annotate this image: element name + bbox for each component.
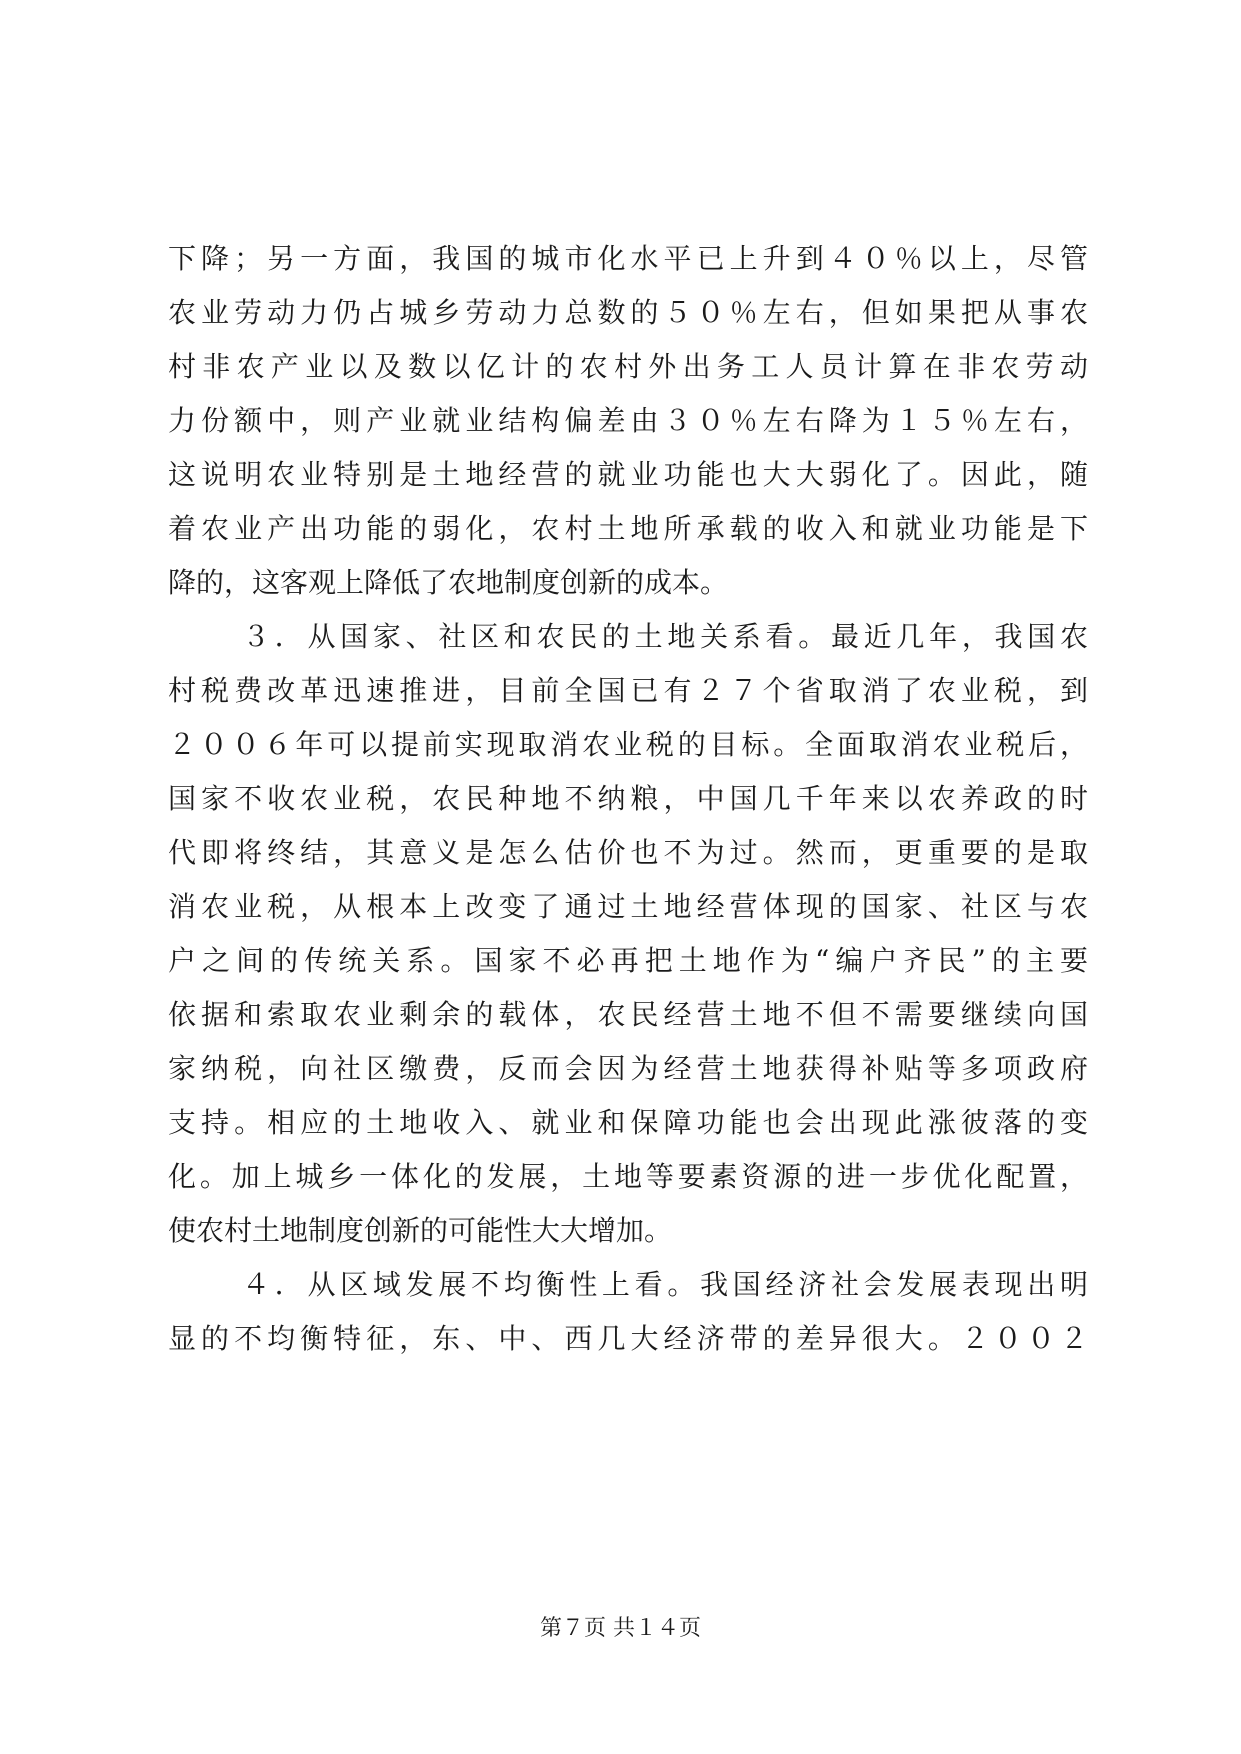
text-line: 支持。相应的土地收入、就业和保障功能也会出现此涨彼落的变 <box>168 1106 1088 1139</box>
page-number-footer: 第７页 共１４页 <box>540 1616 701 1641</box>
text-line: 家纳税，向社区缴费，反而会因为经营土地获得补贴等多项政府 <box>168 1052 1088 1085</box>
text-line: 力份额中，则产业就业结构偏差由３０％左右降为１５％左右， <box>168 404 1088 437</box>
text-line: 下降；另一方面，我国的城市化水平已上升到４０％以上，尽管 <box>168 242 1088 275</box>
text-line: 农业劳动力仍占城乡劳动力总数的５０％左右，但如果把从事农 <box>168 296 1088 329</box>
text-line: 着农业产出功能的弱化，农村土地所承载的收入和就业功能是下 <box>168 512 1088 545</box>
body-text <box>168 232 1088 1366</box>
text-line: ４．从区域发展不均衡性上看。我国经济社会发展表现出明 <box>242 1268 1088 1301</box>
text-line: 使农村土地制度创新的可能性大大增加。 <box>168 1214 673 1247</box>
text-line: 户之间的传统关系。国家不必再把土地作为“编户齐民”的主要 <box>168 944 1088 977</box>
text-line: 代即将终结，其意义是怎么估价也不为过。然而，更重要的是取 <box>168 836 1088 869</box>
text-line: 消农业税，从根本上改变了通过土地经营体现的国家、社区与农 <box>168 890 1088 923</box>
text-line: 显的不均衡特征，东、中、西几大经济带的差异很大。２００２ <box>168 1322 1088 1355</box>
text-line: 降的，这客观上降低了农地制度创新的成本。 <box>168 566 729 599</box>
text-line: ２００６年可以提前实现取消农业税的目标。全面取消农业税后， <box>168 728 1088 761</box>
text-line: ３．从国家、社区和农民的土地关系看。最近几年，我国农 <box>242 620 1088 653</box>
text-line: 依据和索取农业剩余的载体，农民经营土地不但不需要继续向国 <box>168 998 1088 1031</box>
text-line: 化。加上城乡一体化的发展，土地等要素资源的进一步优化配置， <box>168 1160 1088 1193</box>
text-line: 国家不收农业税，农民种地不纳粮，中国几千年来以农养政的时 <box>168 782 1088 815</box>
text-line: 这说明农业特别是土地经营的就业功能也大大弱化了。因此，随 <box>168 458 1088 491</box>
text-line: 村非农产业以及数以亿计的农村外出务工人员计算在非农劳动 <box>168 350 1088 383</box>
text-line: 村税费改革迅速推进，目前全国已有２７个省取消了农业税，到 <box>168 674 1088 707</box>
